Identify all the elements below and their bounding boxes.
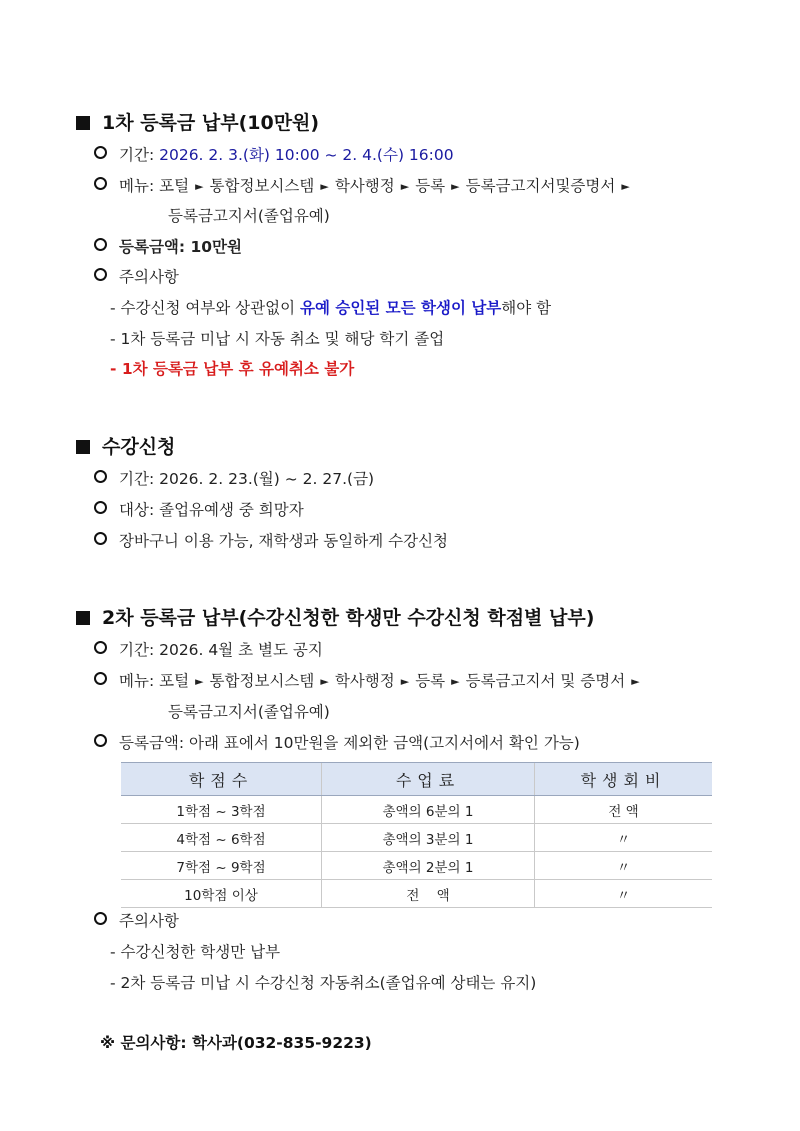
circle-bullet-icon	[94, 532, 107, 545]
circle-bullet-icon	[94, 912, 107, 925]
table-row	[121, 796, 712, 824]
cell-student-fee: 〃	[535, 824, 713, 852]
cell-credits: 10학점 이상	[121, 880, 322, 908]
table-row	[121, 852, 712, 880]
square-bullet-icon	[76, 611, 90, 625]
arrow-right-icon: ►	[621, 180, 630, 193]
period-value: 2026. 2. 3.(화) 10:00 ~ 2. 4.(수) 16:00	[159, 146, 454, 164]
section1-period: 기간: 2026. 2. 3.(화) 10:00 ~ 2. 4.(수) 16:00	[94, 143, 454, 165]
contact-info: ※ 문의사항: 학사과(032-835-9223)	[100, 1034, 372, 1052]
section1-note3: - 1차 등록금 납부 후 유예취소 불가	[110, 360, 355, 378]
section1-menu-last: 등록금고지서(졸업유예)	[168, 207, 330, 225]
section3-period: 기간: 2026. 4월 초 별도 공지	[94, 638, 323, 660]
cell-credits: 7학점 ~ 9학점	[121, 852, 322, 880]
header-tuition: 수업료	[322, 763, 535, 796]
section3-amount: 등록금액: 아래 표에서 10만원을 제외한 금액(고지서에서 확인 가능)	[94, 731, 580, 753]
arrow-right-icon: ►	[451, 675, 460, 688]
circle-bullet-icon	[94, 501, 107, 514]
section3-menu-last: 등록금고지서(졸업유예)	[168, 703, 330, 721]
cell-tuition: 총액의 6분의 1	[322, 796, 535, 824]
circle-bullet-icon	[94, 734, 107, 747]
cell-student-fee: 전 액	[535, 796, 713, 824]
section2-period: 기간: 2026. 2. 23.(월) ~ 2. 27.(금)	[94, 467, 374, 489]
cell-tuition: 총액의 3분의 1	[322, 824, 535, 852]
section3-menu: 메뉴: 포털 ► 통합정보시스템 ► 학사행정 ► 등록 ► 등록금고지서 및 증명서 ►	[94, 669, 646, 691]
circle-bullet-icon	[94, 146, 107, 159]
cell-tuition: 총액의 2분의 1	[322, 852, 535, 880]
section2-heading: 수강신청	[76, 432, 175, 459]
section2-cart: 장바구니 이용 가능, 재학생과 동일하게 수강신청	[94, 529, 448, 551]
arrow-right-icon: ►	[631, 675, 640, 688]
cell-student-fee: 〃	[535, 880, 713, 908]
header-credits: 학점수	[121, 763, 322, 796]
table-row	[121, 880, 712, 908]
header-student-fee: 학생회비	[535, 763, 713, 796]
arrow-right-icon: ►	[400, 675, 410, 688]
cell-credits: 4학점 ~ 6학점	[121, 824, 322, 852]
section1-menu: 메뉴: 포털 ► 통합정보시스템 ► 학사행정 ► 등록 ► 등록금고지서및증명서 ►	[94, 174, 636, 196]
square-bullet-icon	[76, 116, 90, 130]
section1-heading: 1차 등록금 납부(10만원)	[76, 108, 319, 135]
section1-note1: - 수강신청 여부와 상관없이 유예 승인된 모든 학생이 납부해야 함	[110, 299, 552, 317]
table-row	[121, 824, 712, 852]
arrow-right-icon: ►	[451, 180, 460, 193]
circle-bullet-icon	[94, 470, 107, 483]
fee-table	[121, 762, 712, 908]
cell-credits: 1학점 ~ 3학점	[121, 796, 322, 824]
arrow-right-icon: ►	[320, 675, 329, 688]
circle-bullet-icon	[94, 177, 107, 190]
cell-student-fee: 〃	[535, 852, 713, 880]
circle-bullet-icon	[94, 672, 107, 685]
cell-tuition: 전 액	[322, 880, 535, 908]
circle-bullet-icon	[94, 268, 107, 281]
section3-note1: - 수강신청한 학생만 납부	[110, 943, 281, 961]
section1-note2: - 1차 등록금 미납 시 자동 취소 및 해당 학기 졸업	[110, 330, 445, 348]
note1-highlight: 유예 승인된 모든 학생이 납부	[300, 299, 502, 317]
fee-table-header-row	[121, 763, 712, 796]
section2-target: 대상: 졸업유예생 중 희망자	[94, 498, 304, 520]
arrow-right-icon: ►	[195, 675, 204, 688]
square-bullet-icon	[76, 440, 90, 454]
section3-heading: 2차 등록금 납부(수강신청한 학생만 수강신청 학점별 납부)	[76, 603, 594, 630]
section3-notes-label: 주의사항	[94, 909, 179, 931]
section3-note2: - 2차 등록금 미납 시 수강신청 자동취소(졸업유예 상태는 유지)	[110, 974, 537, 992]
arrow-right-icon: ►	[195, 180, 204, 193]
arrow-right-icon: ►	[320, 180, 329, 193]
section1-notes-label: 주의사항	[94, 265, 179, 287]
circle-bullet-icon	[94, 238, 107, 251]
section1-amount: 등록금액: 10만원	[94, 235, 242, 257]
circle-bullet-icon	[94, 641, 107, 654]
arrow-right-icon: ►	[400, 180, 410, 193]
